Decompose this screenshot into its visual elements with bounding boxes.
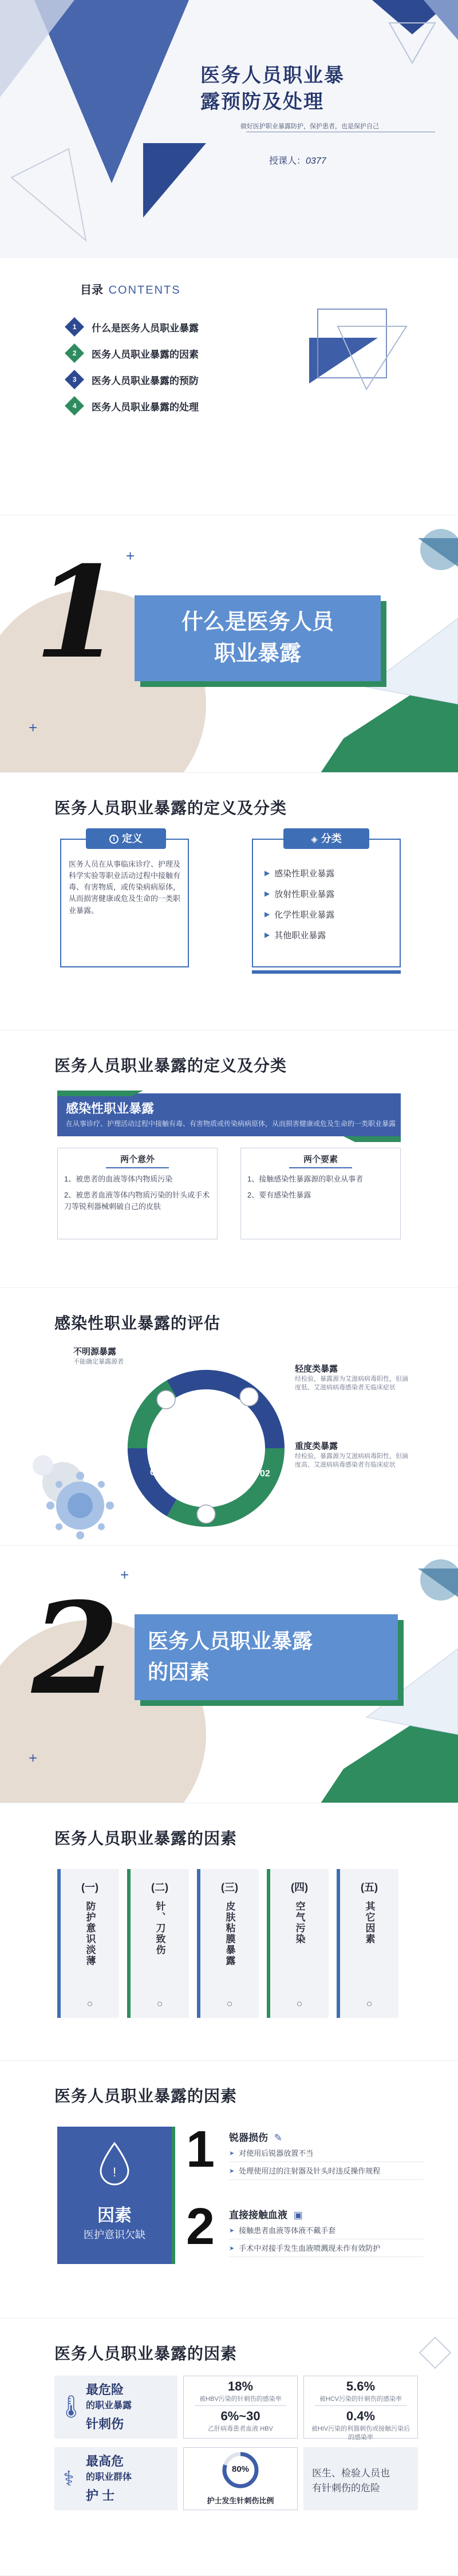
factor-column-icon: ○ [366, 1998, 373, 2009]
arrow-icon: ▶ [264, 910, 270, 918]
node-01: 01 [198, 1389, 208, 1398]
presenter-label: 授课人： [269, 156, 306, 166]
definition-slide [0, 773, 458, 1030]
contents-number: 1 [72, 323, 77, 331]
item1-number: 1 [186, 2121, 215, 2178]
factors-columns-slide [0, 1803, 458, 2061]
stat2-value: 6%~30 [220, 2409, 260, 2423]
factor-column-text: 其它因素 [364, 1901, 375, 1945]
item2-title [229, 2207, 303, 2221]
classification-pill [283, 828, 369, 849]
section2-title [148, 1626, 394, 1688]
stat3-desc: 被HCV污染的针刺伤的感染率 [319, 2396, 402, 2403]
group-text [86, 2452, 132, 2504]
factor-column-index: (四) [291, 1882, 308, 1893]
elements-list [247, 1174, 396, 1206]
contents-item[interactable] [68, 314, 199, 340]
elements-title: 两个要素 [289, 1153, 352, 1168]
cover-title-line2: 露预防及处理 [200, 90, 324, 113]
contents-label: 医务人员职业暴露的因素 [92, 349, 199, 360]
bullet-point [229, 2225, 424, 2239]
assessment-slide [0, 1288, 458, 1546]
contents-badge [65, 370, 84, 389]
contents-badge [65, 396, 84, 416]
section2-title-line2: 的因素 [148, 1660, 210, 1684]
item1-points [229, 2148, 424, 2183]
presenter [269, 153, 326, 167]
group-line3: 护 士 [86, 2488, 115, 2503]
risk-text [86, 2380, 132, 2432]
section1-slide [0, 515, 458, 773]
contents-item[interactable] [68, 393, 199, 419]
stat2-desc: 乙肝病毒患者血液 HBV [208, 2425, 273, 2432]
light-desc: 经检验，暴露源为艾滋病病毒阳性，但滴度低、艾滋病病毒感染者无临床症状 [295, 1376, 408, 1392]
contents-item[interactable] [68, 366, 199, 393]
section2-slide [0, 1546, 458, 1803]
banner-desc: 在从事诊疗、护理活动过程中接触有毒、有害物质或传染病病原体，从而损害健康或危及生命的一类职业暴露 [66, 1120, 396, 1128]
infectious-slide [0, 1030, 458, 1288]
contents-heading-en: CONTENTS [108, 284, 181, 297]
drop-icon [97, 2141, 132, 2187]
factor-column-index: (五) [361, 1882, 378, 1893]
factor-column-index: (二) [151, 1882, 168, 1893]
node-03: 03 [150, 1468, 160, 1477]
user-icon [197, 1505, 215, 1523]
corner-diamond [419, 2337, 452, 2369]
cover-title [200, 63, 345, 116]
factor-column [197, 1869, 259, 2018]
infectious-heading: 医务人员职业暴露的定义及分类 [54, 1057, 287, 1074]
arrow-icon: ▶ [264, 869, 270, 877]
contents-number: 3 [72, 376, 77, 384]
cart-icon [240, 1388, 258, 1406]
list-item: 1、被患者的血液等体内物质污染 [64, 1175, 173, 1183]
section1-title-line1: 什么是医务人员 [181, 610, 334, 634]
factors-detail-heading: 医务人员职业暴露的因素 [54, 2087, 238, 2105]
ring-label: 护士发生针刺伤比例 [207, 2496, 274, 2505]
factor-column-text: 皮肤粘膜暴露 [224, 1901, 235, 1966]
assessment-cycle [0, 1288, 458, 1546]
bullet-text: 接触患者血液等体液不戴手套 [239, 2226, 336, 2235]
bullet-text: 处理使用过的注射器及针头时违反操作规程 [239, 2167, 381, 2176]
note-line2: 有针刺伤的危险 [312, 2482, 380, 2494]
factor-column-text: 针、刀致伤 [154, 1901, 165, 1955]
cover-slide [0, 0, 458, 258]
arrow-icon: ➤ [229, 2245, 235, 2252]
classification-underline [252, 970, 401, 974]
factor-column [267, 1869, 329, 2018]
factor-column-icon: ○ [156, 1998, 163, 2009]
statistics-slide [0, 2318, 458, 2576]
svg-text:+: + [120, 1566, 129, 1583]
factor-column-index: (三) [221, 1882, 238, 1893]
classification-item [264, 883, 334, 904]
list-item: 2、要有感染性暴露 [247, 1191, 311, 1200]
ring-value: 80% [231, 2464, 250, 2474]
contents-label: 什么是医务人员职业暴露 [92, 322, 199, 334]
factor-column [337, 1869, 398, 2018]
presenter-name: 0377 [306, 156, 326, 166]
bullet-point [229, 2243, 424, 2257]
stat1-value: 18% [227, 2379, 254, 2393]
classification-item [264, 904, 334, 924]
statistics-heading: 医务人员职业暴露的因素 [54, 2345, 238, 2362]
layers-icon: ◈ [311, 835, 318, 844]
classification-item-label: 感染性职业暴露 [274, 868, 335, 879]
arrow-icon: ▶ [264, 931, 270, 939]
classification-title: 分类 [321, 833, 342, 844]
contents-label: 医务人员职业暴露的处理 [92, 401, 199, 413]
stat3-value: 5.6% [346, 2379, 376, 2393]
stat4-desc: 被HIV污染的利器刺伤或接触污染后的感染率 [311, 2425, 410, 2441]
gear-icon [157, 1390, 175, 1409]
heavy-title: 重度类暴露 [295, 1441, 338, 1451]
svg-text:+: + [29, 1749, 38, 1767]
item2-number: 2 [186, 2198, 215, 2255]
arrow-icon: ➤ [229, 2150, 235, 2157]
factor-column-icon: ○ [226, 1998, 233, 2009]
bullet-text: 手术中对接手发生血液喷溅现未作有效防护 [239, 2244, 381, 2253]
stat-divider-left [195, 2405, 286, 2406]
definition-text: 医务人员在从事临床诊疗、护理及科学实验等职业活动过程中接触有毒、有害物质，或传染病病原体，从而损害健康或危及生命的一类职业暴露。 [69, 860, 181, 915]
light-title: 轻度类暴露 [295, 1364, 338, 1374]
definition-title: 定义 [122, 833, 143, 844]
factor-box-accent [172, 2127, 175, 2264]
bullet-point [229, 2148, 424, 2162]
item1-title-text: 锐器损伤 [229, 2132, 268, 2143]
risk-line3: 针刺伤 [86, 2417, 124, 2431]
group-line1: 最高危 [86, 2454, 124, 2468]
arrow-icon: ➤ [229, 2227, 235, 2234]
contents-badge [65, 343, 84, 363]
contents-slide [0, 258, 458, 515]
stat1-desc: 被HBV污染的针刺伤的感染率 [199, 2396, 282, 2403]
factor-column-index: (一) [81, 1882, 98, 1893]
classification-item [264, 924, 334, 945]
contents-badge [65, 317, 84, 337]
classification-item-label: 化学性职业暴露 [274, 910, 335, 920]
assessment-heading: 感染性职业暴露的评估 [54, 1314, 221, 1332]
section1-title [135, 607, 381, 670]
classification-list [264, 863, 334, 945]
risk-line1: 最危险 [86, 2383, 124, 2397]
factors-detail-slide [0, 2061, 458, 2318]
item1-title [229, 2129, 282, 2144]
item2-points [229, 2225, 424, 2261]
none-source-desc: 不能确定暴露源者 [73, 1358, 124, 1365]
contents-heading-cn: 目录 [80, 284, 103, 297]
note-text [312, 2466, 390, 2495]
nurse-icon: ⚕ [63, 2467, 74, 2490]
factor-box-subtitle: 医护意识欠缺 [84, 2229, 145, 2241]
contents-list [68, 314, 199, 419]
section2-number: 2 [31, 1574, 120, 1722]
info-icon: i [109, 835, 119, 844]
group-line2: 的职业群体 [86, 2472, 132, 2482]
bullet-text: 对使用后锐器放置不当 [239, 2149, 314, 2158]
list-item: 2、被患者血液等体内物质污染的针头或手术刀等锐利器械刺破自己的皮肤 [64, 1191, 210, 1211]
cover-subtitle: 做好医护职业暴露防护，保护患者，也是保护自己 [240, 123, 379, 130]
section1-number: 1 [34, 538, 123, 686]
accidents-title: 两个意外 [106, 1153, 169, 1168]
arrow-icon: ➤ [229, 2167, 235, 2175]
section2-title-line1: 医务人员职业暴露 [148, 1629, 313, 1653]
contents-label: 医务人员职业暴露的预防 [92, 375, 199, 386]
factor-column-icon: ○ [86, 1998, 93, 2009]
definition-pill [86, 828, 166, 849]
contents-number: 2 [72, 349, 77, 357]
none-source-title: 不明源暴露 [73, 1347, 117, 1357]
thermometer-icon: 🌡 [57, 2395, 85, 2419]
svg-text:+: + [126, 547, 135, 564]
factor-column [127, 1869, 189, 2018]
node-02: 02 [260, 1469, 270, 1479]
blood-bag-icon: ▣ [293, 2210, 303, 2221]
accidents-list [64, 1174, 213, 1217]
contents-item[interactable] [68, 340, 199, 366]
factor-box-title: 因素 [97, 2206, 132, 2225]
cover-title-line1: 医务人员职业暴 [200, 65, 345, 86]
heavy-desc: 经检验，暴露源为艾滋病病毒阳性，但滴度高、艾滋病病毒感染者有临床症状 [295, 1453, 408, 1469]
bullet-point [229, 2166, 424, 2180]
factors-heading: 医务人员职业暴露的因素 [54, 1830, 238, 1847]
contents-number: 4 [72, 402, 77, 410]
factor-column [57, 1869, 119, 2018]
factor-column-icon: ○ [296, 1998, 303, 2009]
factor-column-text: 防护意识淡薄 [84, 1901, 96, 1966]
stat-divider-right [315, 2405, 406, 2406]
svg-text:!: ! [112, 2165, 117, 2179]
banner-title: 感染性职业暴露 [66, 1101, 155, 1116]
svg-text:+: + [29, 719, 38, 736]
note-line1: 医生、检验人员也 [312, 2468, 390, 2479]
cover-decoration [0, 0, 458, 258]
arrow-icon: ▶ [264, 890, 270, 898]
classification-item [264, 863, 334, 883]
classification-item-label: 放射性职业暴露 [274, 889, 335, 899]
section1-title-line2: 职业暴露 [214, 642, 301, 666]
risk-line2: 的职业暴露 [86, 2401, 132, 2411]
classification-item-label: 其他职业暴露 [274, 930, 326, 941]
item2-title-text: 直接接触血液 [229, 2210, 287, 2221]
syringe-icon: ✎ [274, 2132, 282, 2143]
list-item: 1、接触感染性暴露源的职业从事者 [247, 1175, 364, 1183]
factor-column-text: 空气污染 [294, 1901, 305, 1945]
definition-heading: 医务人员职业暴露的定义及分类 [54, 799, 287, 817]
stat4-value: 0.4% [346, 2409, 376, 2423]
